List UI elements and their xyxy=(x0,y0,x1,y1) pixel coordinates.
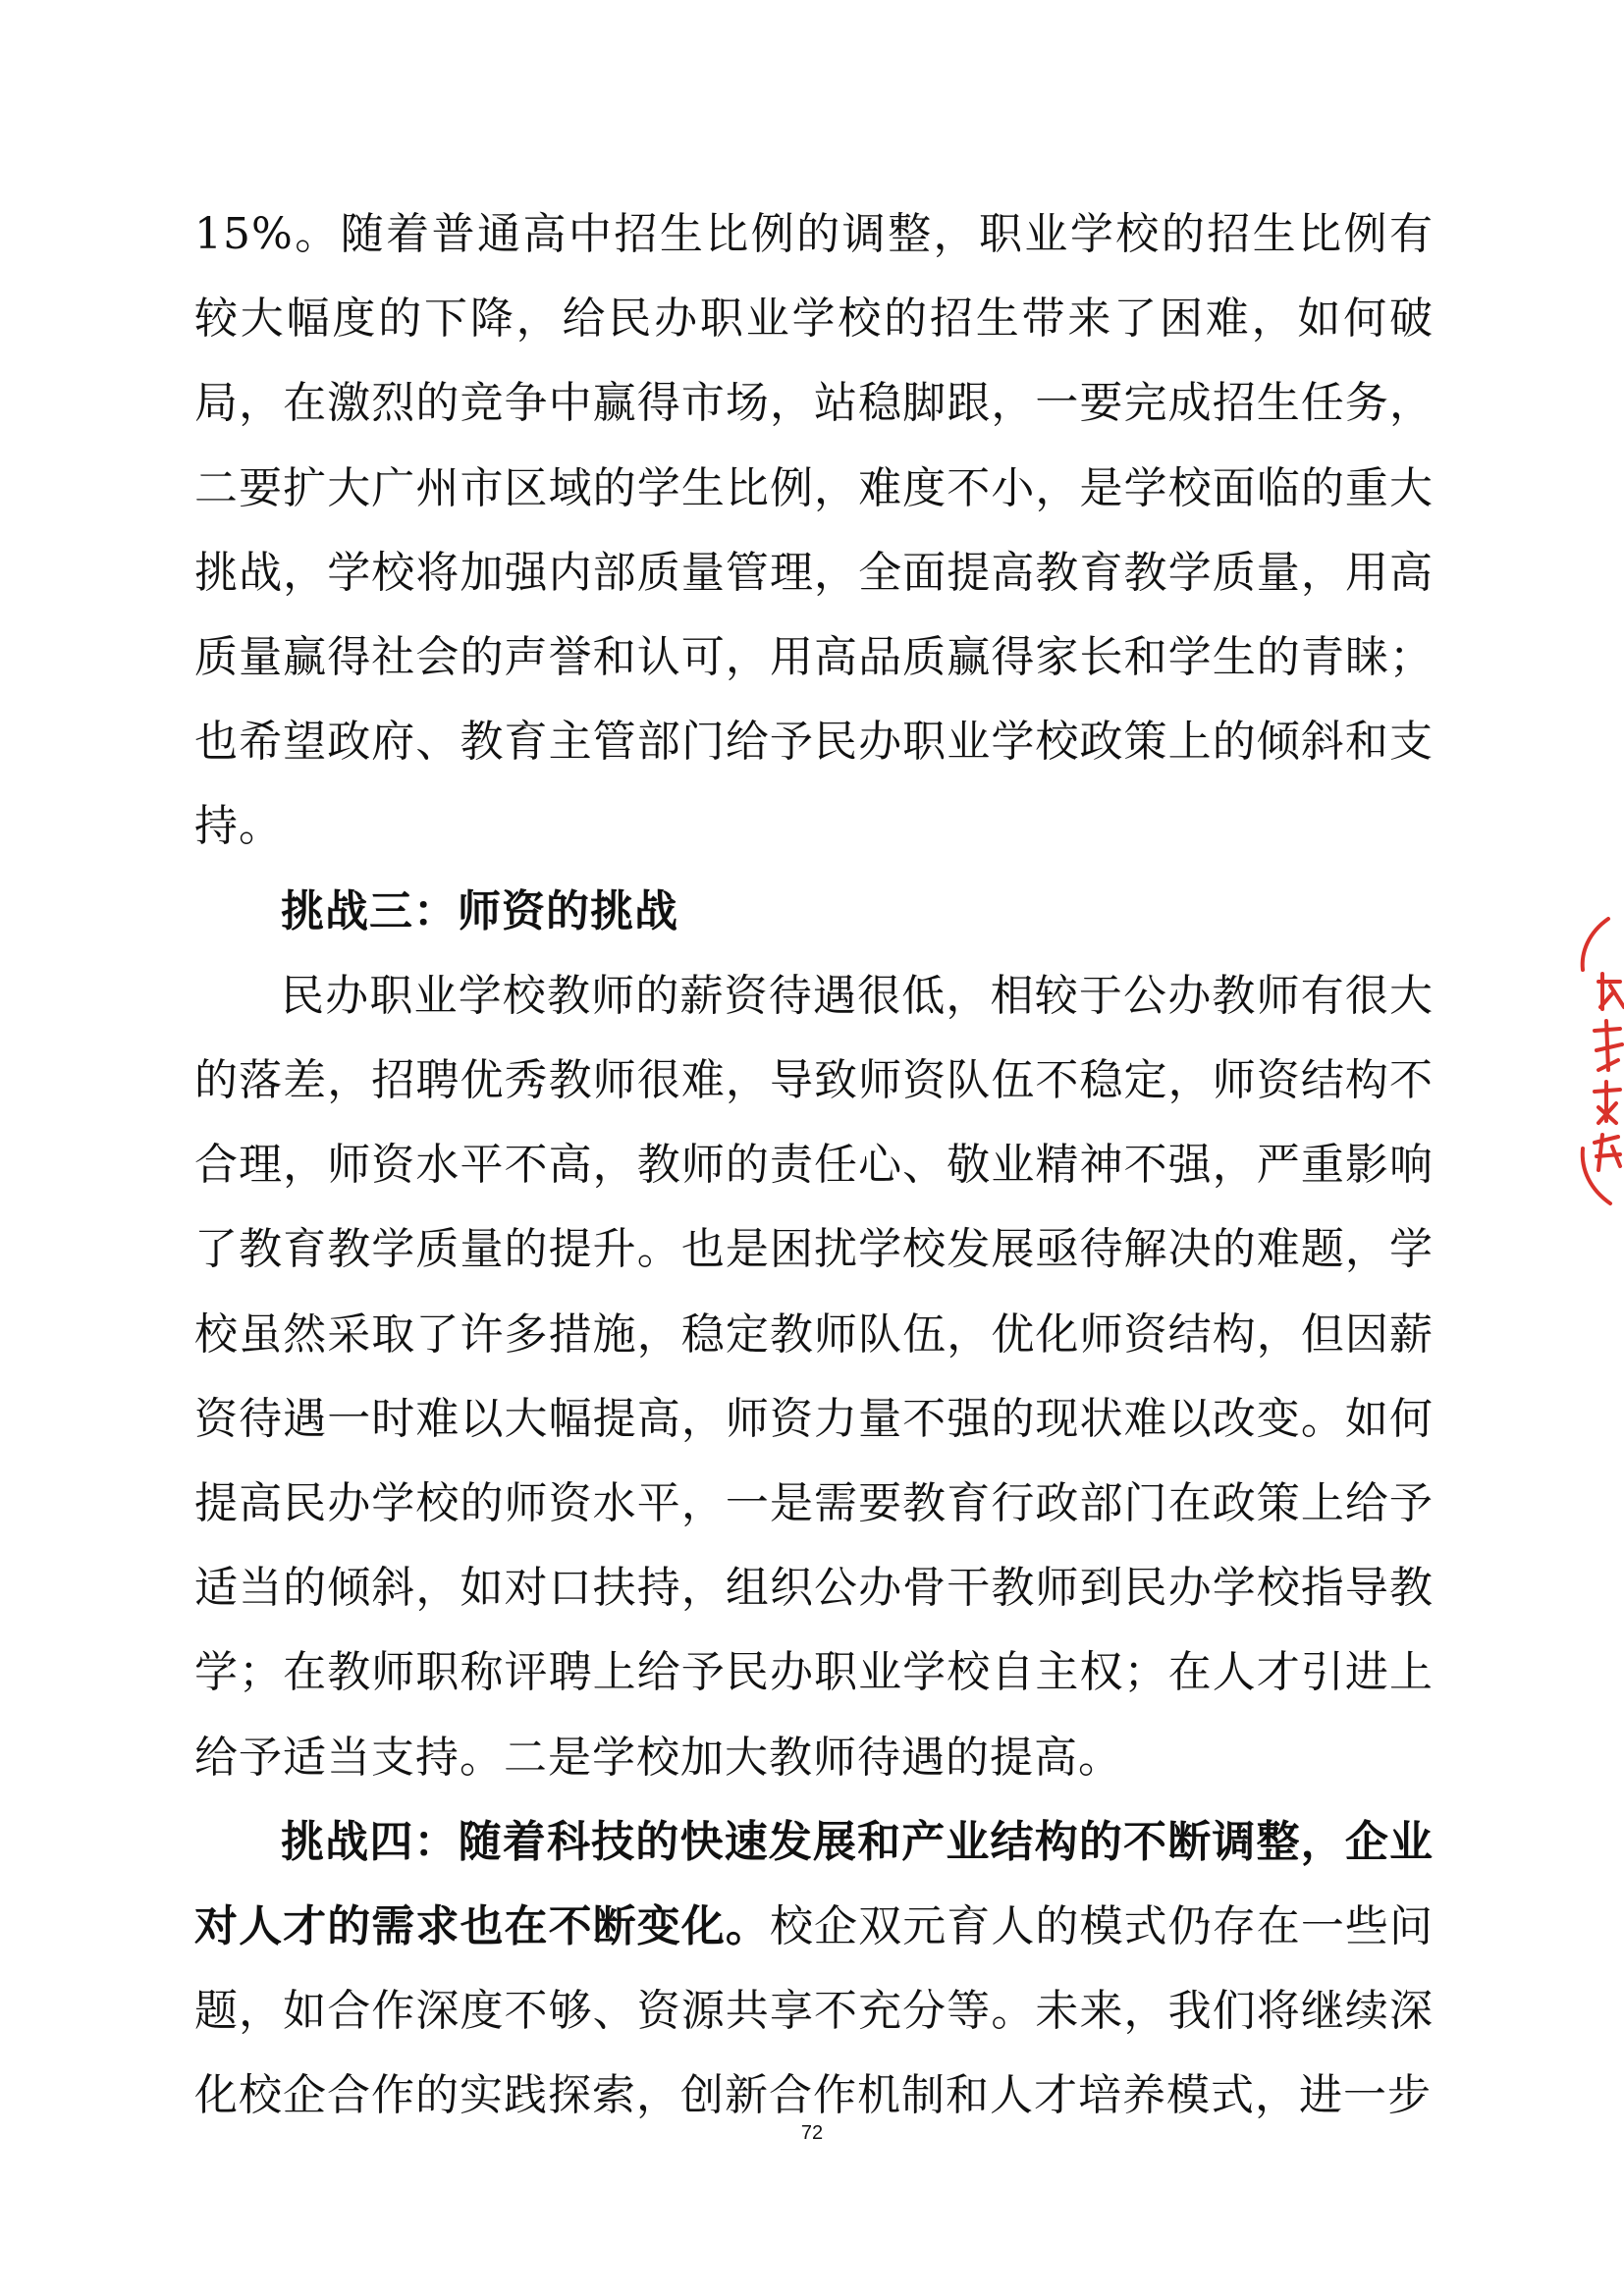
paragraph-enrollment: 15%。随着普通高中招生比例的调整，职业学校的招生比例有较大幅度的下降，给民办职业学校的招生带来了困难，如何破局，在激烈的竞争中赢得市场，站稳脚跟，一要完成招生任务，二要扩大广州市区域的学生比例，难度不小，是学校面临的重大挑战，学校将加强内部质量管理，全面提高教育教学质量，用高质量赢得社会的声誉和认可，用高品质赢得家长和学生的青睐；也希望政府、教育主管部门给予民办职业学校政策上的倾斜和支持。 xyxy=(194,209,1434,852)
heading-challenge-three: 挑战三：师资的挑战 xyxy=(281,885,678,936)
red-seal-stamp xyxy=(1559,913,1624,1207)
challenge-four-heading: 挑战四：随着科技的快速发展和产业结构的不断调整，企业对人才的需求也在不断变化。 xyxy=(194,1816,1434,1952)
body-text xyxy=(194,192,1434,2139)
paragraph-teachers: 民办职业学校教师的薪资待遇很低，相较于公办教师有很大的落差，招聘优秀教师很难，导致师资队伍不稳定，师资结构不合理，师资水平不高，教师的责任心、敬业精神不强，严重影响了教育教学质量的提升。也是困扰学校发展亟待解决的难题，学校虽然采取了许多措施，稳定教师队伍，优化师资结构，但因薪资待遇一时难以大幅提高，师资力量不强的现状难以改变。如何提高民办学校的师资水平，一是需要教育行政部门在政策上给予适当的倾斜，如对口扶持，组织公办骨干教师到民办学校指导教学；在教师职称评聘上给予民办职业学校自主权；在人才引进上给予适当支持。二是学校加大教师待遇的提高。 xyxy=(194,970,1434,1783)
page-number: 72 xyxy=(800,2122,824,2144)
paragraph-challenge-four xyxy=(194,1800,1434,2139)
challenge-four-text: 校企双元育人的模式仍存在一些问题，如合作深度不够、资源共享不充分等。未来，我们将继续深化校企合作的实践探索，创新合作机制和人才培养模式，进一步 xyxy=(194,1901,1435,2121)
